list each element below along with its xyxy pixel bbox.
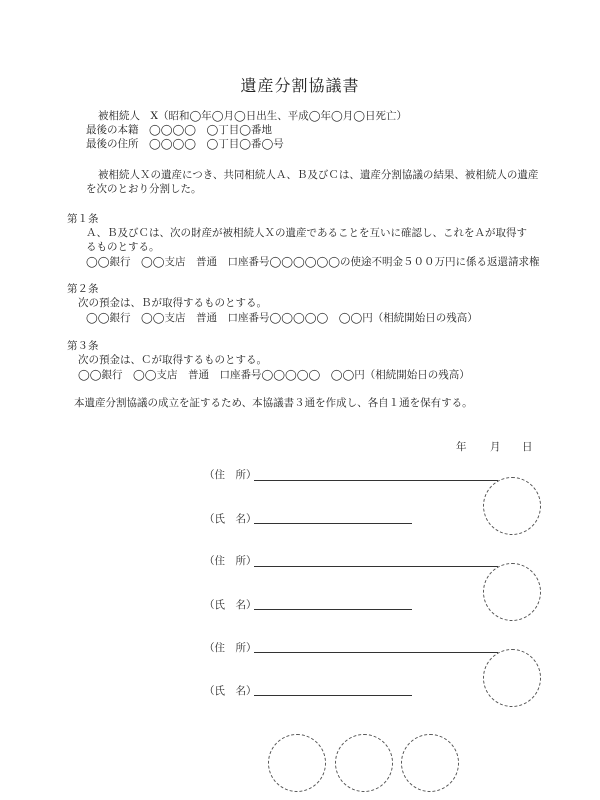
signatory-2-address-line[interactable] bbox=[254, 566, 498, 567]
intro-line-2: を次のとおり分割した。 bbox=[86, 183, 202, 195]
article-1-body-line-1: Ａ、Ｂ及びＣは、次の財産が被相続人Ｘの遺産であることを互いに確認し、これをＡが取得す bbox=[86, 227, 527, 239]
bottom-seal-circle-3 bbox=[401, 734, 459, 792]
signatory-2-name-label: （氏 名） bbox=[204, 599, 257, 611]
date-day: 日 bbox=[522, 441, 533, 453]
article-2-body: 次の預金は、Ｂが取得するものとする。 bbox=[78, 297, 267, 309]
signatory-3-address-line[interactable] bbox=[254, 652, 498, 653]
signatory-3-address-label: （住 所） bbox=[204, 642, 257, 654]
intro-line-1: 被相続人Ｘの遺産につき、共同相続人Ａ、Ｂ及びＣは、遺産分割協議の結果、被相続人の遺産 bbox=[98, 169, 539, 181]
article-2-detail: ◯◯銀行 ◯◯支店 普通 口座番号◯◯◯◯◯ ◯◯円（相続開始日の残高） bbox=[86, 312, 478, 324]
date-year: 年 bbox=[456, 441, 467, 453]
signatory-3-name-line[interactable] bbox=[254, 695, 412, 696]
article-2-heading: 第２条 bbox=[67, 283, 99, 295]
bottom-seal-circle-1 bbox=[268, 734, 326, 792]
article-3-heading: 第３条 bbox=[67, 340, 99, 352]
signatory-2-seal-circle bbox=[483, 563, 541, 621]
closing-statement: 本遺産分割協議の成立を証するため、本協議書３通を作成し、各自１通を保有する。 bbox=[74, 397, 473, 409]
signatory-2-address-label: （住 所） bbox=[204, 555, 257, 567]
signatory-3-name-label: （氏 名） bbox=[204, 685, 257, 697]
date-month: 月 bbox=[490, 441, 501, 453]
registered-domicile-line: 最後の本籍 ◯◯◯◯ ◯丁目◯番地 bbox=[86, 124, 273, 136]
signatory-1-name-label: （氏 名） bbox=[204, 513, 257, 525]
signatory-1-seal-circle bbox=[483, 477, 541, 535]
signatory-3-seal-circle bbox=[483, 649, 541, 707]
document-title: 遺産分割協議書 bbox=[240, 76, 360, 95]
last-address-line: 最後の住所 ◯◯◯◯ ◯丁目◯番◯号 bbox=[86, 138, 284, 150]
article-3-body: 次の預金は、Ｃが取得するものとする。 bbox=[78, 354, 267, 366]
signatory-1-name-line[interactable] bbox=[254, 523, 412, 524]
signatory-1-address-line[interactable] bbox=[254, 480, 498, 481]
bottom-seal-circle-2 bbox=[335, 734, 393, 792]
article-1-detail: ◯◯銀行 ◯◯支店 普通 口座番号◯◯◯◯◯◯の使途不明金５００万円に係る返還請求権 bbox=[86, 256, 540, 268]
signatory-2-name-line[interactable] bbox=[254, 609, 412, 610]
decedent-line: 被相続人 X（昭和◯年◯月◯日出生、平成◯年◯月◯日死亡） bbox=[98, 110, 407, 122]
article-1-body-line-2: るものとする。 bbox=[86, 241, 160, 253]
signatory-1-address-label: （住 所） bbox=[204, 469, 257, 481]
article-1-heading: 第１条 bbox=[67, 213, 99, 225]
article-3-detail: ◯◯銀行 ◯◯支店 普通 口座番号◯◯◯◯◯ ◯◯円（相続開始日の残高） bbox=[78, 369, 470, 381]
